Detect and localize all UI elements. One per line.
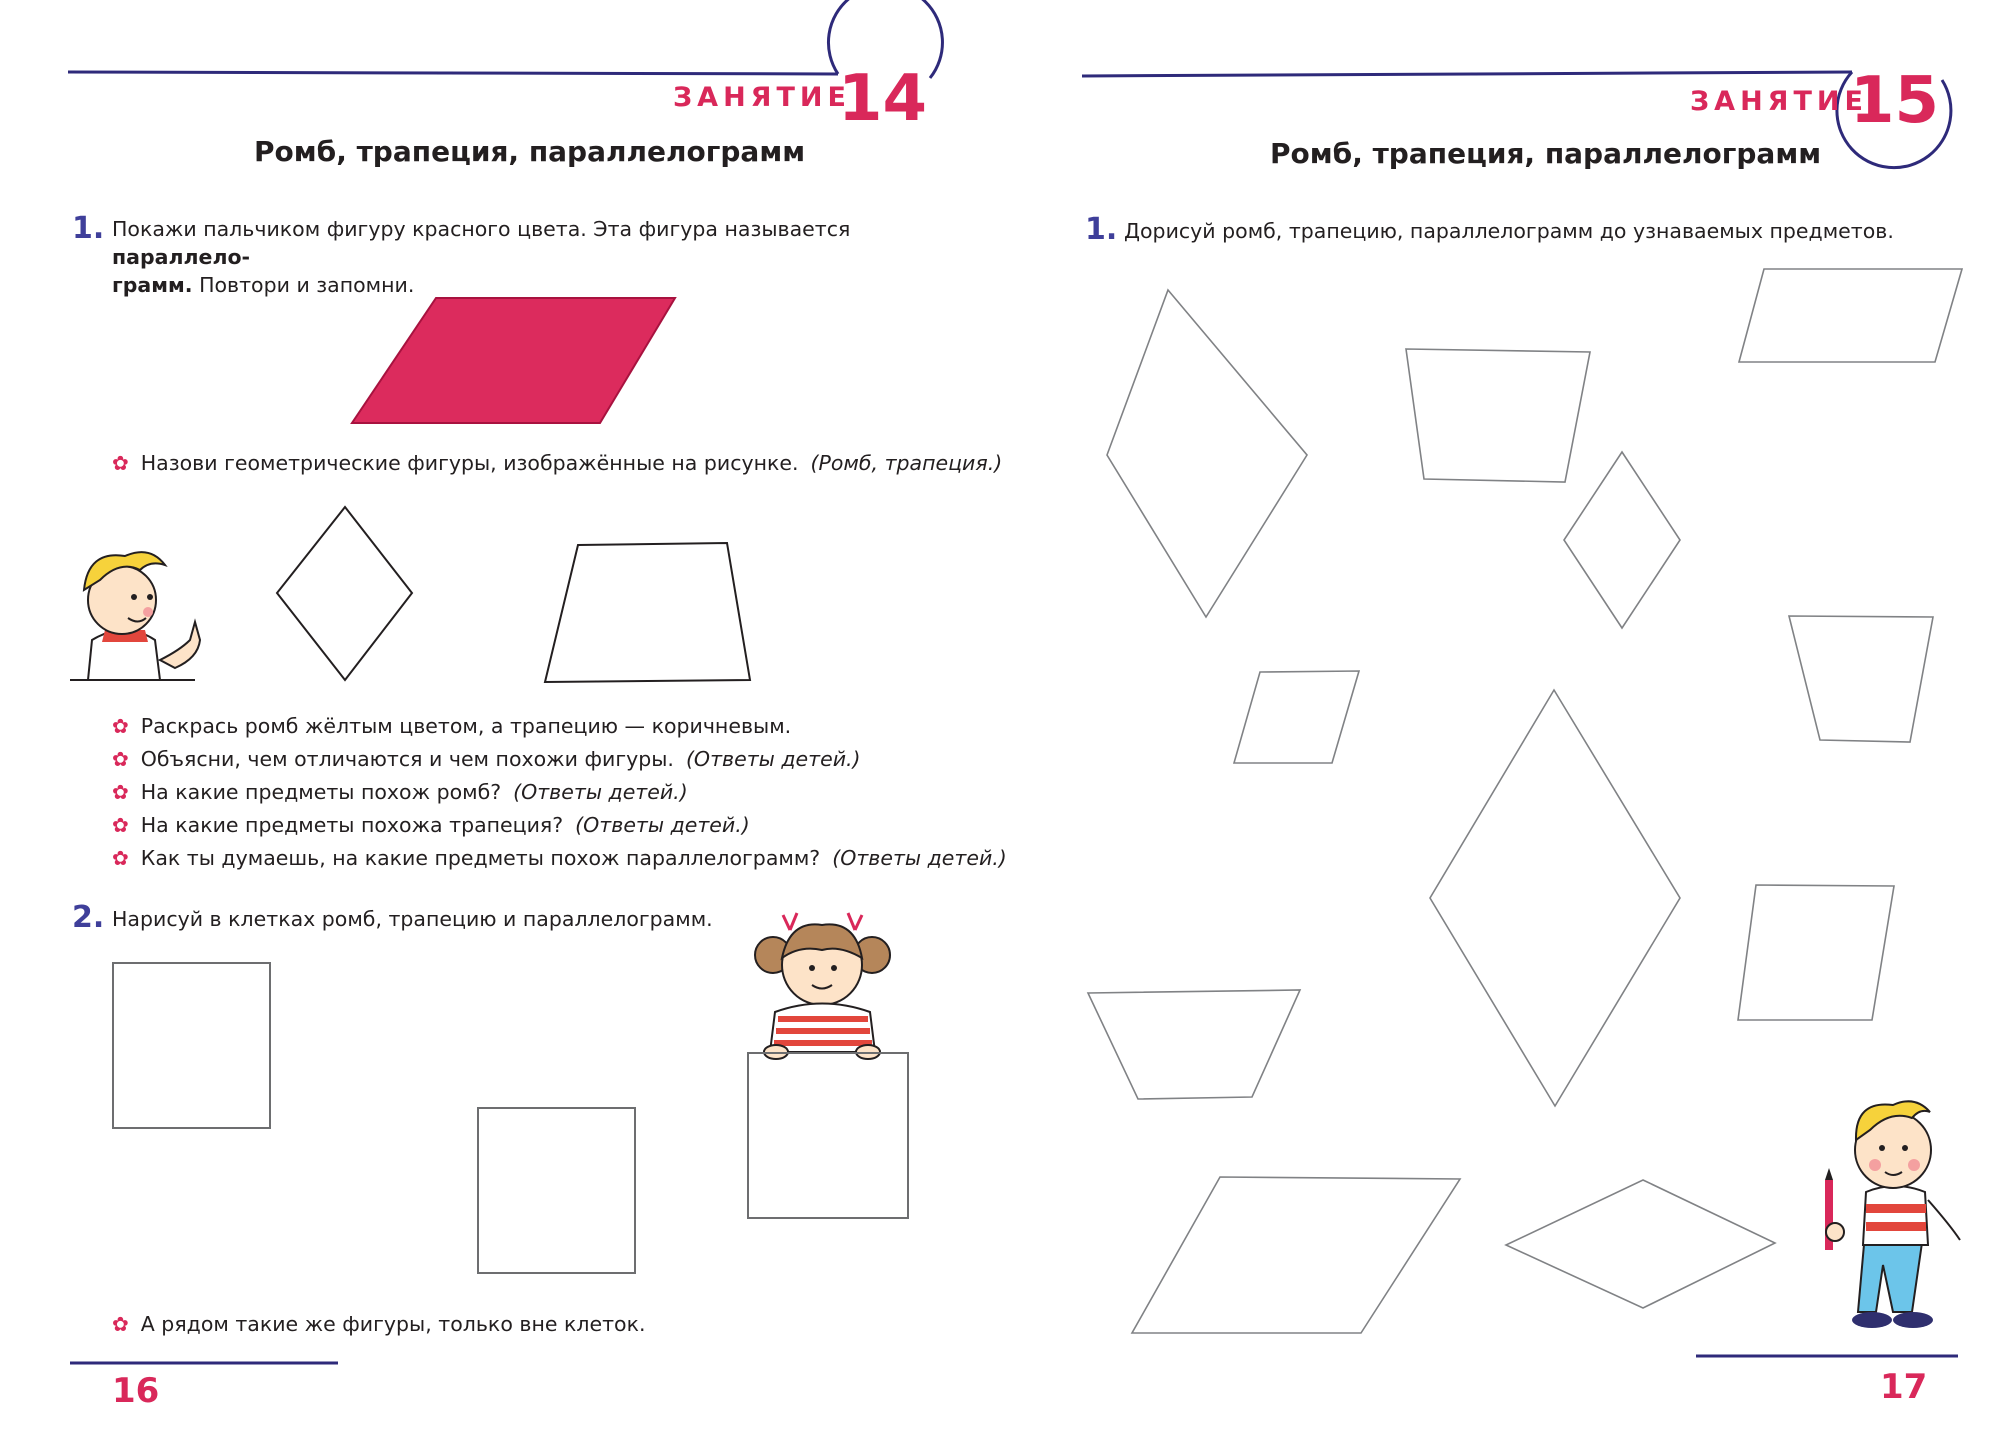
task-number-2: 2. (72, 900, 105, 935)
task-1-text: Дорисуй ромб, трапецию, параллелограмм до узнаваемых предметов. (1124, 219, 1894, 243)
bullet-text: На какие предметы похожа трапеция? (140, 813, 564, 837)
bullet-text: Раскрась ромб жёлтым цветом, а трапецию — коричневым. (140, 714, 792, 738)
bullet-text: Объясни, чем отличаются и чем похожи фигуры. (140, 747, 674, 771)
flower-bullet-icon: ✿ (112, 813, 129, 837)
bullet-answer: (Ответы детей.) (685, 747, 861, 771)
flower-bullet-icon: ✿ (112, 714, 129, 738)
lesson-label: ЗАНЯТИЕ (673, 82, 851, 113)
page-title: Ромб, трапеция, параллелограмм (254, 135, 806, 168)
flower-bullet-icon: ✿ (112, 1312, 129, 1336)
page-number-right: 17 (1880, 1367, 1928, 1407)
task-2-text: Нарисуй в клетках ромб, трапецию и параллелограмм. (112, 907, 713, 931)
lesson-number: 14 (838, 62, 928, 136)
bullet-answer: (Ответы детей.) (575, 813, 750, 837)
flower-bullet-icon: ✿ (112, 747, 129, 771)
task-number-1: 1. (72, 211, 105, 246)
bullet-text: На какие предметы похож ромб? (140, 780, 502, 804)
bullet-answer: (Ответы детей.) (513, 780, 688, 804)
task-number-1: 1. (1085, 212, 1118, 247)
lesson-number: 15 (1850, 64, 1940, 138)
final-note-text: А рядом такие же фигуры, только вне клеток. (140, 1312, 646, 1336)
flower-bullet-icon: ✿ (112, 451, 129, 475)
task-1-bold-a: параллело- (112, 245, 251, 269)
question-shapes-text: Назови геометрические фигуры, изображённые на рисунке. (140, 451, 799, 475)
bullet-text: Как ты думаешь, на какие предметы похож параллелограмм? (140, 846, 821, 870)
flower-bullet-icon: ✿ (112, 846, 129, 870)
task-1-text-a: Покажи пальчиком фигуру красного цвета. Эта фигура называется (112, 217, 851, 241)
lesson-label: ЗАНЯТИЕ (1690, 86, 1868, 117)
task-1-bold-b: грамм. (112, 273, 193, 297)
bullet-answer: (Ответы детей.) (832, 846, 1007, 870)
page-number-left: 16 (112, 1371, 160, 1411)
flower-bullet-icon: ✿ (112, 780, 129, 804)
page-title: Ромб, трапеция, параллелограмм (1270, 137, 1822, 170)
task-1-text-b: Повтори и запомни. (199, 273, 415, 297)
question-shapes-answer: (Ромб, трапеция.) (810, 451, 1003, 475)
